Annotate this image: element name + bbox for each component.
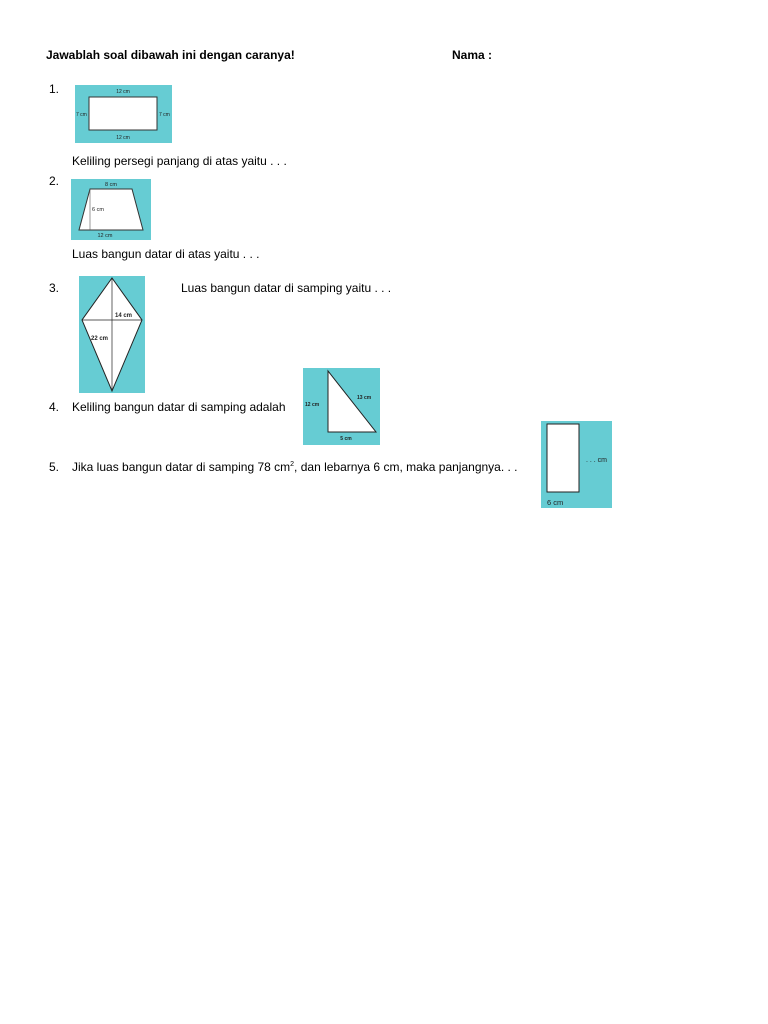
- right-triangle-figure: [303, 368, 380, 445]
- triangle-hypotenuse-label: 13 cm: [357, 395, 372, 401]
- question-number: 3.: [49, 281, 60, 295]
- rect-top-label: 12 cm: [116, 89, 130, 95]
- trapezoid-height-label: 6 cm: [92, 207, 104, 213]
- tall-rectangle-figure: [541, 421, 612, 508]
- superscript-two: 2: [290, 461, 295, 468]
- rect-bottom-label: 12 cm: [116, 135, 130, 141]
- rectangle-figure: [75, 85, 172, 143]
- worksheet-instruction: Jawablah soal dibawah ini dengan caranya!: [46, 48, 295, 62]
- triangle-height-label: 12 cm: [305, 402, 320, 408]
- question-text: Luas bangun datar di atas yaitu . . .: [72, 247, 260, 261]
- kite-vertical-label: 22 cm: [91, 336, 109, 342]
- question-text: Keliling bangun datar di samping adalah: [72, 400, 286, 414]
- kite-figure: [79, 276, 145, 393]
- trapezoid-top-label: 8 cm: [105, 182, 117, 188]
- trapezoid-bottom-label: 12 cm: [97, 233, 113, 239]
- question-text: [72, 460, 518, 474]
- question-number: 2.: [49, 174, 60, 188]
- question-text-tail: , dan lebarnya 6 cm, maka panjangnya. . .: [294, 460, 518, 474]
- question-text-main: Jika luas bangun datar di samping 78 cm: [72, 460, 291, 474]
- triangle-base-label: 5 cm: [340, 436, 352, 442]
- question-number: 4.: [49, 400, 60, 414]
- question-text: Keliling persegi panjang di atas yaitu . . .: [72, 154, 287, 168]
- rect-right-label: 7 cm: [159, 112, 170, 118]
- rectangle-width-label: 6 cm: [547, 498, 564, 507]
- question-number: 5.: [49, 460, 60, 474]
- question-text: Luas bangun datar di samping yaitu . . .: [181, 281, 392, 295]
- rectangle-length-label: . . . cm: [586, 457, 607, 464]
- question-number: 1.: [49, 82, 60, 96]
- kite-horizontal-label: 14 cm: [115, 313, 133, 319]
- trapezoid-figure: [71, 179, 151, 240]
- name-label: Nama :: [452, 48, 493, 62]
- rect-left-label: 7 cm: [76, 112, 87, 118]
